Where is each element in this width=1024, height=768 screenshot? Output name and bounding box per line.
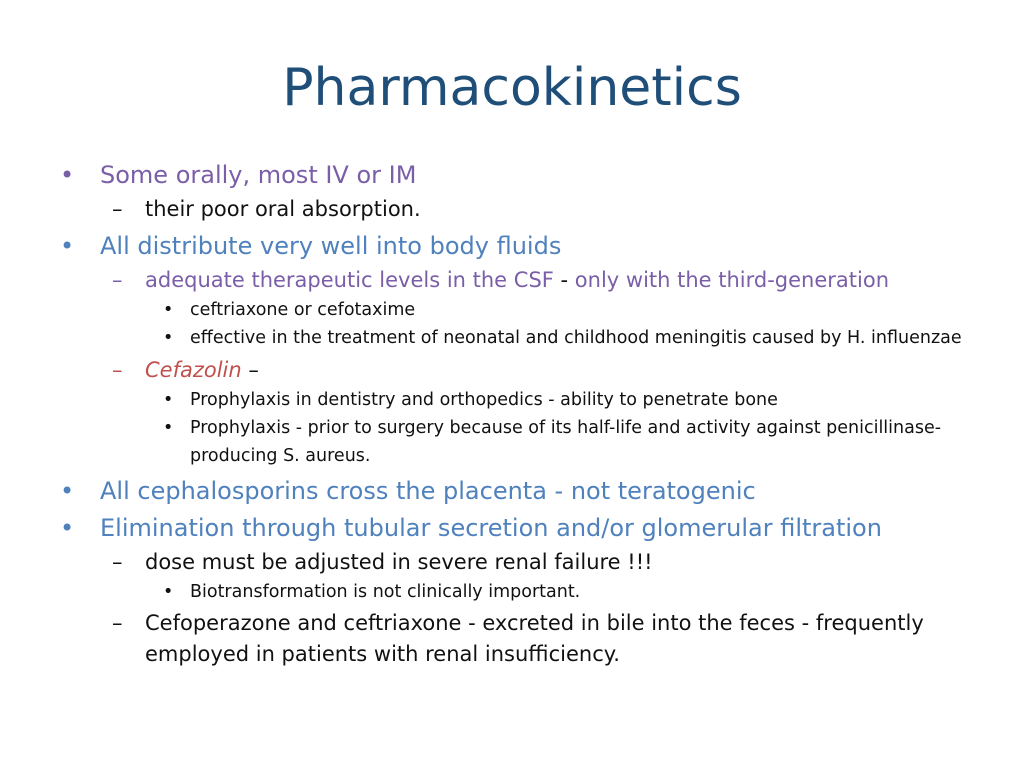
bullet-list [60, 158, 980, 670]
sub-sub-bullet-text: Prophylaxis - prior to surgery because of its half-life and activity against penicillinase-producing S. aureus. [190, 418, 942, 466]
bullet-icon: • [60, 477, 75, 505]
dash-icon: – [112, 611, 123, 635]
sub-sub-bullet-text: Prophylaxis in dentistry and orthopedics - ability to penetrate bone [190, 390, 778, 410]
bullet-icon: • [163, 328, 174, 348]
sub-bullet-text-part1: adequate therapeutic levels in the CSF [145, 268, 554, 292]
bullet-text: Some orally, most IV or IM [100, 161, 417, 189]
dash-icon: – [112, 268, 123, 292]
bullet-text: All distribute very well into body fluids [100, 232, 562, 260]
sub-bullet-cefazolin [60, 355, 980, 386]
sub-bullet-dose-adjust [60, 547, 980, 578]
sub-sub-bullet-prophylaxis-dentistry [60, 386, 980, 414]
dash-icon: – [112, 197, 123, 221]
separator-text: - [553, 268, 575, 292]
sub-sub-bullet-text: Biotransformation is not clinically important. [190, 582, 581, 602]
trailing-dash: – [241, 358, 259, 382]
sub-sub-bullet-prophylaxis-surgery [60, 414, 980, 470]
bullet-icon: • [163, 418, 174, 438]
bullet-oral-iv-im [60, 158, 980, 193]
bullet-text: All cephalosporins cross the placenta - not teratogenic [100, 477, 756, 505]
sub-bullet-text-part2: only with the third-generation [574, 268, 890, 292]
sub-sub-bullet-text: effective in the treatment of neonatal and childhood meningitis caused by H. influenzae [190, 328, 962, 348]
sub-sub-bullet-biotransformation [60, 578, 980, 606]
bullet-placenta [60, 474, 980, 509]
bullet-icon: • [163, 390, 174, 410]
bullet-icon: • [163, 300, 174, 320]
bullet-icon: • [60, 161, 75, 189]
sub-bullet-text: dose must be adjusted in severe renal failure !!! [145, 550, 653, 574]
dash-icon: – [112, 550, 123, 574]
drug-name: Cefazolin [145, 358, 242, 382]
sub-sub-bullet-ceftriaxone [60, 296, 980, 324]
sub-bullet-text: Cefoperazone and ceftriaxone - excreted in bile into the feces - frequently employed in patients with renal insufficiency. [145, 611, 924, 666]
sub-bullet-text: their poor oral absorption. [145, 197, 421, 221]
bullet-text: Elimination through tubular secretion and/or glomerular filtration [100, 514, 882, 542]
bullet-icon: • [60, 232, 75, 260]
sub-sub-bullet-meningitis [60, 324, 980, 352]
sub-sub-bullet-text: ceftriaxone or cefotaxime [190, 300, 416, 320]
slide-title: Pharmacokinetics [282, 58, 742, 118]
bullet-elimination [60, 511, 980, 546]
sub-bullet-oral-absorption [60, 194, 980, 225]
bullet-distribution [60, 229, 980, 264]
bullet-icon: • [60, 514, 75, 542]
dash-icon: – [112, 358, 123, 382]
sub-bullet-cefoperazone [60, 608, 980, 670]
bullet-icon: • [163, 582, 174, 602]
sub-bullet-csf-levels [60, 265, 980, 296]
